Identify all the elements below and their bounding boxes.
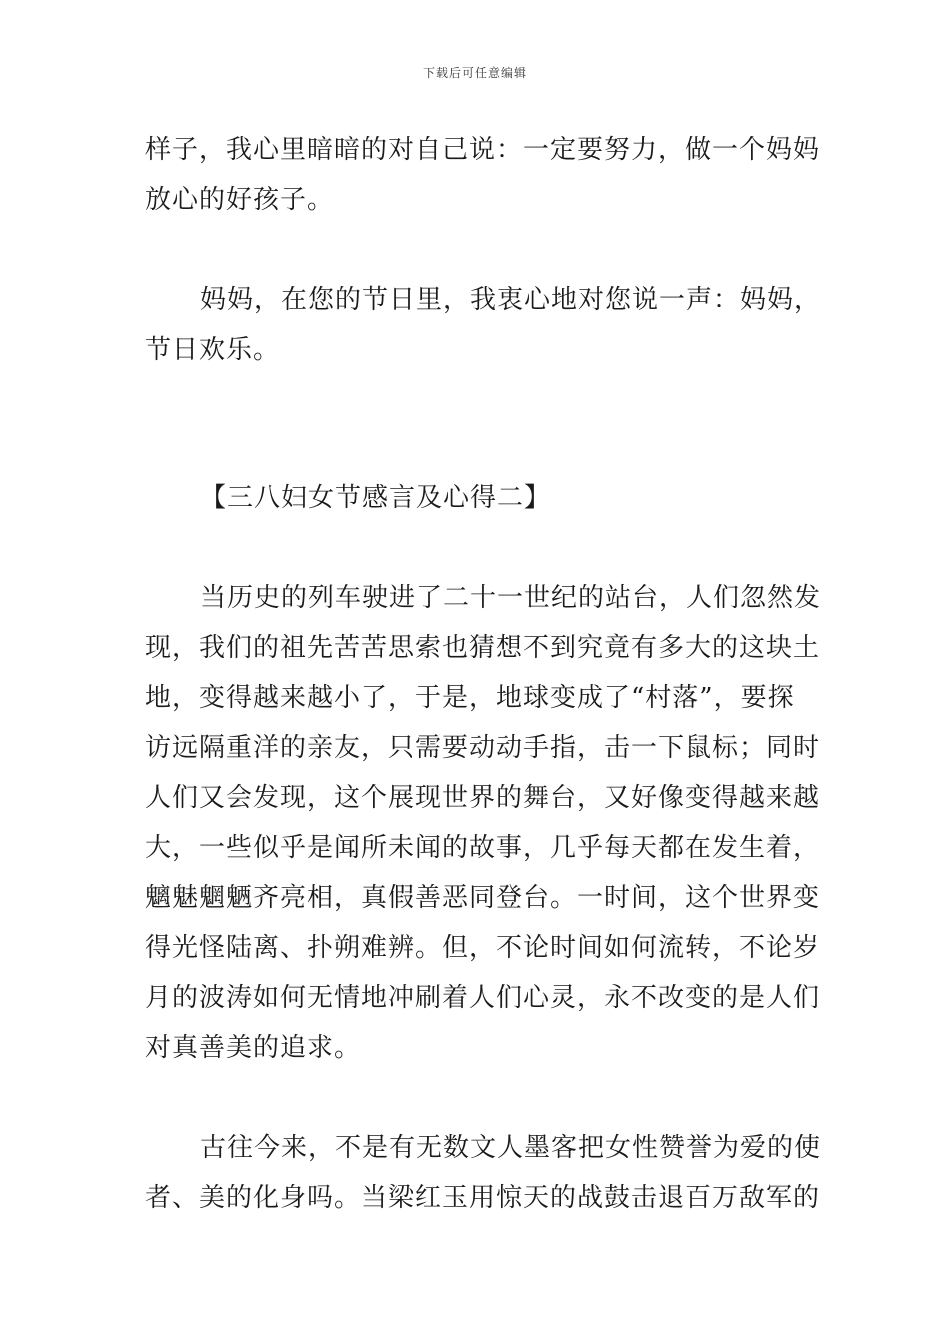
paragraph-line: 放心的好孩子。 <box>145 185 335 215</box>
paragraph-line: 访远隔重洋的亲友，只需要动动手指，击一下鼠标；同时 <box>145 733 821 763</box>
paragraph-line: 月的波涛如何无情地冲刷着人们心灵，永不改变的是人们 <box>145 983 821 1013</box>
paragraph-line: 现，我们的祖先苦苦思索也猜想不到究竟有多大的这块土 <box>145 633 821 663</box>
paragraph-line: 对真善美的追求。 <box>145 1033 362 1063</box>
header-note: 下载后可任意编辑 <box>422 66 527 80</box>
paragraph-line: 魑魅魍魉齐亮相，真假善恶同登台。一时间，这个世界变 <box>145 883 821 913</box>
paragraph-line: 当历史的列车驶进了二十一世纪的站台，人们忽然发 <box>200 583 822 613</box>
paragraph-line: 妈妈，在您的节日里，我衷心地对您说一声：妈妈， <box>200 285 822 315</box>
paragraph-line: 地，变得越来越小了，于是，地球变成了“村落”，要探 <box>145 683 795 713</box>
paragraph-line: 大，一些似乎是闻所未闻的故事，几乎每天都在发生着， <box>145 833 821 863</box>
paragraph-line: 者、美的化身吗。当梁红玉用惊天的战鼓击退百万敌军的 <box>145 1183 821 1213</box>
section-heading: 【三八妇女节感言及心得二】 <box>200 483 552 513</box>
paragraph-line: 人们又会发现，这个展现世界的舞台，又好像变得越来越 <box>145 783 821 813</box>
paragraph-line: 古往今来，不是有无数文人墨客把女性赞誉为爱的使 <box>200 1133 822 1163</box>
paragraph-line: 样子，我心里暗暗的对自己说：一定要努力，做一个妈妈 <box>145 135 821 165</box>
paragraph-line: 节日欢乐。 <box>145 335 281 365</box>
paragraph-line: 得光怪陆离、扑朔难辨。但，不论时间如何流转，不论岁 <box>145 933 821 963</box>
